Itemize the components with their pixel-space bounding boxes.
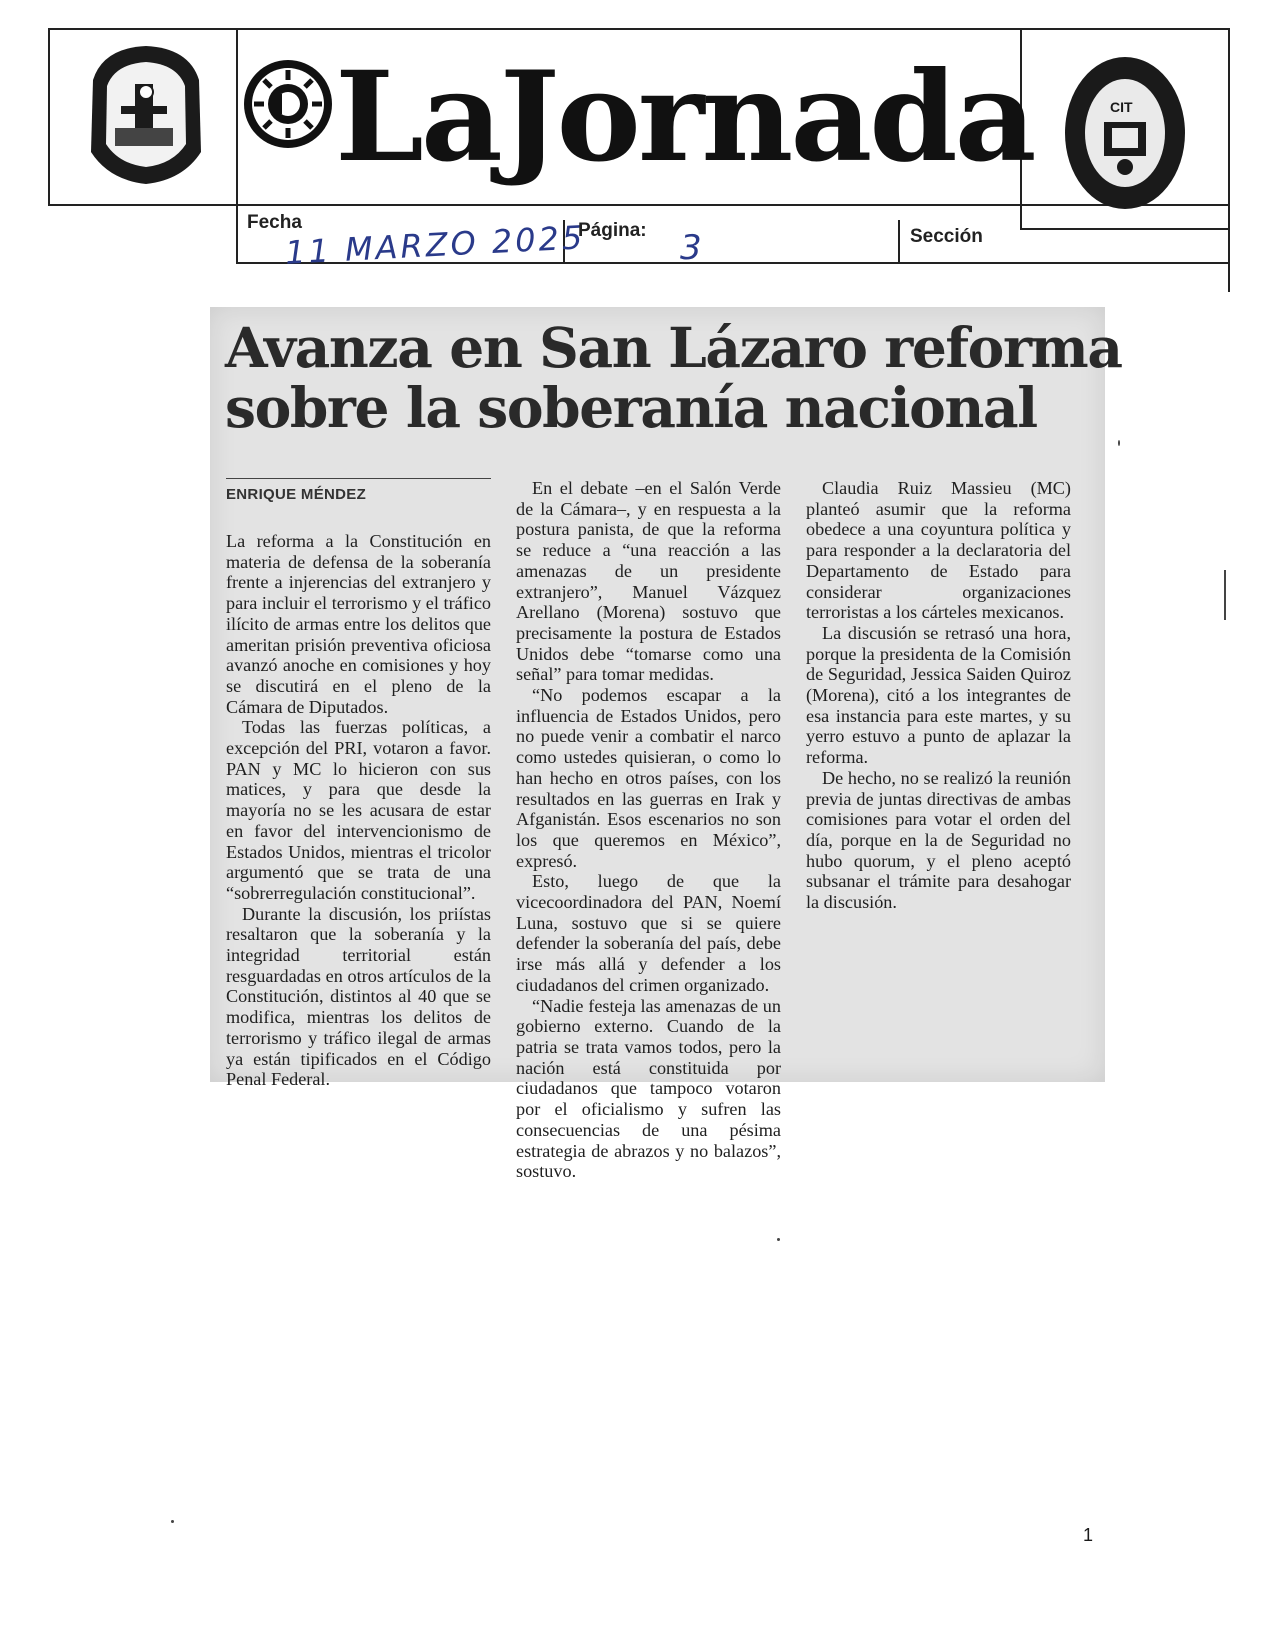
scan-speck (777, 1238, 780, 1241)
paragraph: Claudia Ruiz Massieu (MC) planteó asumir que la reforma obedece a una coyuntura política y para responder a la declaratoria del Departamento de Estado para considerar organizaciones terroristas a los cárteles mexicanos. (806, 478, 1071, 623)
scan-speck (171, 1520, 174, 1523)
fecha-label: Fecha (247, 212, 302, 233)
scan-speck (1118, 440, 1120, 446)
scan-speck (1224, 570, 1226, 620)
article-column-3 (806, 478, 1071, 913)
byline: ENRIQUE MÉNDEZ (226, 478, 491, 531)
cit-seal-logo (1060, 52, 1190, 214)
paragraph: Durante la discusión, los priístas resaltaron que la soberanía y la integridad territorial están resguardadas en otros artículos de la Constitución, distintos al 40 que se modifica, mientras los delitos de terrorismo y tráfico ilegal de armas ya están tipificados en el Código Penal Federal. (226, 903, 491, 1090)
article-column-1 (226, 478, 491, 1090)
union-seal-logo (83, 40, 209, 190)
svg-text:CIT: CIT (1110, 99, 1133, 115)
paragraph: Esto, luego de que la vicecoordinadora del PAN, Noemí Luna, sostuvo que si se quiere defender la soberanía del país, debe irse más allá y defender a los ciudadanos del crimen organizado. (516, 871, 781, 995)
paragraph: “Nadie festeja las amenazas de un gobierno externo. Cuando de la patria se trata vamos todos, pero la nación está constituida por ciudadanos que tampoco votaron por el oficialismo y sufren las consecuencias de una pésima estrategia de abrazos y no balazos”, sostuvo. (516, 995, 781, 1182)
pagina-value: 3 (680, 228, 702, 268)
paragraph: La discusión se retrasó una hora, porque la presidenta de la Comisión de Seguridad, Jessica Saiden Quiroz (Morena), citó a los integrantes de esa instancia para este martes, y su yerro estuvo a punto de aplazar la reforma. (806, 622, 1071, 768)
headline-line-1: Avanza en San Lázaro reforma (225, 315, 1122, 380)
sun-logo-icon (242, 58, 334, 150)
headline-line-2: sobre la soberanía nacional (225, 375, 1037, 440)
newspaper-logo-text: LaJornada (335, 45, 1034, 190)
article-headline (225, 315, 1122, 440)
page-number: 1 (1083, 1525, 1094, 1545)
paragraph: La reforma a la Constitución en materia de defensa de la soberanía frente a injerencias del extranjero y para incluir el terrorismo y el tráfico ilícito de armas entre los delitos que ameritan prisión preventiva oficiosa avanzó anoche en comisiones y hoy se discutirá en el pleno de la Cámara de Diputados. (226, 531, 491, 717)
paragraph: “No podemos escapar a la influencia de Estados Unidos, pero no puede venir a combatir el narco como ustedes quisieran, o como lo han hecho en otros países, con los resultados en las guerras en Irak y Afganistán. Esos escenarios no son los que queremos en México”, expresó. (516, 685, 781, 871)
seccion-label: Sección (910, 226, 983, 247)
pagina-label: Página: (578, 220, 647, 241)
article-column-2 (516, 478, 781, 1182)
paragraph: Todas las fuerzas políticas, a excepción del PRI, votaron a favor. PAN y MC lo hicieron con sus matices, y para que desde la mayoría no se les acusara de estar en favor del intervencionismo de Estados Unidos, mientras el tricolor argumentó que se trata de una “sobrerregulación constitucional”. (226, 717, 491, 903)
paragraph: De hecho, no se realizó la reunión previa de juntas directivas de ambas comisiones para votar el orden del día, porque en la de Seguridad no hubo quorum, y el pleno aceptó subsanar el trámite para desahogar la discusión. (806, 767, 1071, 913)
fecha-value: 11 MARZO 2025 (284, 218, 587, 272)
paragraph: En el debate –en el Salón Verde de la Cámara–, y en respuesta a la postura panista, de que la reforma se reduce a “una reacción a las amenazas de un presidente extranjero”, Manuel Vázquez Arellano (Morena) sostuvo que precisamente la postura de Estados Unidos debe “tomarse como una señal” para tomar medidas. (516, 478, 781, 685)
